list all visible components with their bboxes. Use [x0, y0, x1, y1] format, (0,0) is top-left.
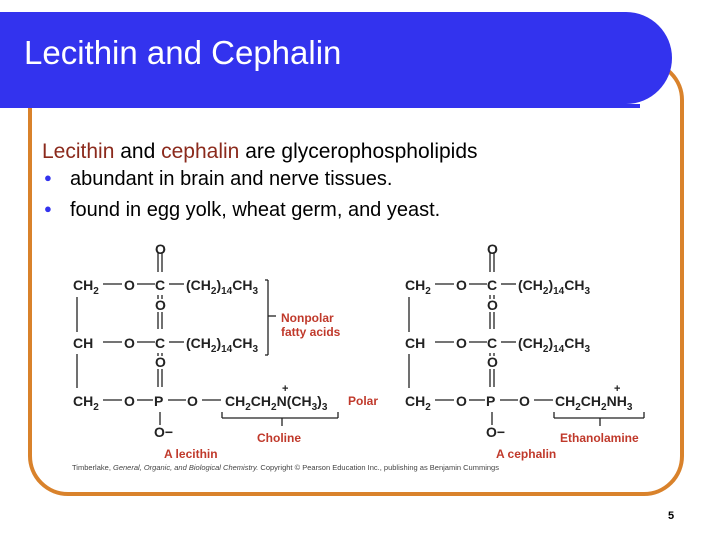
- lecithin-ch2-bottom: $CH_2$: [73, 393, 99, 413]
- lecithin-ester-oxygen-2: O: [124, 335, 135, 351]
- cephalin-carbonyl-carbon-2: C: [487, 335, 498, 351]
- nonpolar-label-line2: fatty acids: [281, 325, 341, 339]
- cephalin-carbonyl-carbon-1: C: [487, 277, 498, 293]
- credit-book-title: General, Organic, and Biological Chemistry.: [112, 463, 259, 472]
- lecithin-ester-oxygen-3: O: [124, 393, 135, 409]
- cephalin-ch2-bottom: $CH_2$: [405, 393, 431, 413]
- lecithin-carbonyl-carbon-2: C: [155, 335, 166, 351]
- bullet-item: [44, 168, 440, 199]
- cephalin-label: A cephalin: [496, 447, 557, 461]
- slide-title: Lecithin and Cephalin: [24, 34, 342, 71]
- choline-plus-charge: +: [282, 383, 289, 395]
- cephalin-ch-middle: CH: [405, 335, 426, 351]
- lecithin-label: A lecithin: [164, 447, 218, 461]
- phospholipid-structures-figure: [60, 232, 660, 464]
- lecithin-ch2-top: $CH_2$: [73, 277, 99, 297]
- lecithin-phosphorus: P: [154, 393, 164, 409]
- lecithin-ester-oxygen-1: O: [124, 277, 135, 293]
- bullet-text: found in egg yolk, wheat germ, and yeast.: [70, 199, 441, 221]
- intro-and: and: [120, 140, 156, 163]
- cephalin-fatty-chain-2: $(CH_2)_{14}CH_3$: [518, 335, 591, 355]
- bullet-text: abundant in brain and nerve tissues.: [70, 168, 393, 190]
- bullet-dot-icon: ●: [44, 201, 52, 216]
- lecithin-ester-oxygen-4: O: [187, 393, 198, 409]
- cephalin-ester-oxygen-2: O: [456, 335, 467, 351]
- term-cephalin: cephalin: [161, 140, 240, 163]
- cephalin-phosphate-o-minus: O−: [486, 424, 506, 440]
- cephalin-ch2-top: $CH_2$: [405, 277, 431, 297]
- ethanolamine-plus-charge: +: [614, 383, 621, 395]
- lecithin-carbonyl-carbon-1: C: [155, 277, 166, 293]
- cephalin-phosphorus: P: [486, 393, 496, 409]
- bullet-list: [44, 168, 440, 230]
- lecithin-ch-middle: CH: [73, 335, 94, 351]
- cephalin-ester-oxygen-4: O: [519, 393, 530, 409]
- lecithin-phosphate-oxygen: O: [155, 354, 166, 370]
- term-lecithin: Lecithin: [42, 140, 115, 163]
- cephalin-fatty-chain-1: $(CH_2)_{14}CH_3$: [518, 277, 591, 297]
- ethanolamine-group: $CH_2CH_2NH_3$: [555, 393, 633, 413]
- choline-label: Choline: [257, 431, 301, 445]
- figure-credit: Timberlake, General, Organic, and Biological Chemistry. Copyright © Pearson Education Inc., publishing as Benjamin Cummings: [72, 463, 499, 472]
- lecithin-carbonyl-oxygen-1: O: [155, 241, 166, 257]
- intro-text: [42, 140, 478, 164]
- title-underline: [0, 104, 640, 108]
- bullet-dot-icon: ●: [44, 170, 52, 185]
- cephalin-carbonyl-oxygen-1: O: [487, 241, 498, 257]
- cephalin-ester-oxygen-3: O: [456, 393, 467, 409]
- intro-rest: are glycerophospholipids: [245, 140, 478, 163]
- lecithin-fatty-chain-1: $(CH_2)_{14}CH_3$: [186, 277, 259, 297]
- cephalin-ester-oxygen-1: O: [456, 277, 467, 293]
- lecithin-fatty-chain-2: $(CH_2)_{14}CH_3$: [186, 335, 259, 355]
- lecithin-phosphate-o-minus: O−: [154, 424, 174, 440]
- cephalin-carbonyl-oxygen-2: O: [487, 297, 498, 313]
- page-number: 5: [668, 510, 675, 522]
- cephalin-phosphate-oxygen: O: [487, 354, 498, 370]
- lecithin-carbonyl-oxygen-2: O: [155, 297, 166, 313]
- polar-label: Polar: [348, 394, 379, 408]
- ethanolamine-label: Ethanolamine: [560, 431, 639, 445]
- choline-group: $CH_2CH_2N(CH_3)_3$: [225, 393, 328, 413]
- bullet-item: [44, 199, 440, 230]
- nonpolar-label-line1: Nonpolar: [281, 311, 334, 325]
